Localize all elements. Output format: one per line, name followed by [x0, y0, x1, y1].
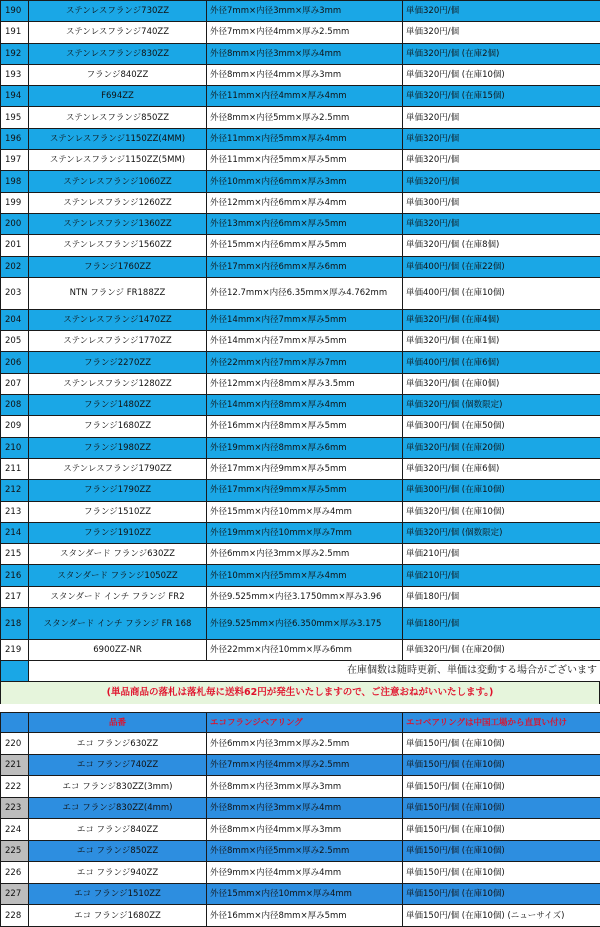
product-spec: 外径7mm×内径3mm×厚み3mm	[207, 1, 403, 22]
row-number: 221	[1, 754, 29, 776]
product-price: 単価320円/個	[403, 213, 600, 234]
row-number: 217	[1, 586, 29, 607]
product-name: ステンレスフランジ1150ZZ(4MM)	[29, 128, 207, 149]
table-row	[1, 819, 600, 841]
product-name: エコ フランジ830ZZ(4mm)	[29, 797, 207, 819]
eco-header-row	[1, 713, 600, 733]
product-spec: 外径8mm×内径3mm×厚み4mm	[207, 43, 403, 64]
row-number: 193	[1, 64, 29, 85]
table-row	[1, 862, 600, 884]
product-name: エコ フランジ850ZZ	[29, 840, 207, 862]
row-number: 192	[1, 43, 29, 64]
product-spec: 外径8mm×内径5mm×厚み2.5mm	[207, 840, 403, 862]
product-name: フランジ1760ZZ	[29, 256, 207, 277]
product-name: ステンレスフランジ1260ZZ	[29, 192, 207, 213]
table-row	[1, 192, 600, 213]
product-spec: 外径11mm×内径4mm×厚み4mm	[207, 86, 403, 107]
product-name: F694ZZ	[29, 86, 207, 107]
table-row	[1, 331, 600, 352]
product-spec: 外径6mm×内径3mm×厚み2.5mm	[207, 733, 403, 755]
row-number: 228	[1, 905, 29, 927]
product-name: ステンレスフランジ1280ZZ	[29, 373, 207, 394]
product-price: 単価320円/個 (在庫2個)	[403, 43, 600, 64]
row-number: 190	[1, 1, 29, 22]
product-name: ステンレスフランジ1150ZZ(5MM)	[29, 150, 207, 171]
table-row	[1, 373, 600, 394]
product-spec: 外径17mm×内径9mm×厚み5mm	[207, 480, 403, 501]
product-price: 単価150円/個 (在庫10個)	[403, 840, 600, 862]
product-price: 単価320円/個 (在庫10個)	[403, 64, 600, 85]
product-price: 単価150円/個 (在庫10個)	[403, 733, 600, 755]
table-row	[1, 640, 600, 661]
row-number: 195	[1, 107, 29, 128]
table-row	[1, 416, 600, 437]
table-row	[1, 501, 600, 522]
row-number: 208	[1, 395, 29, 416]
table-row	[1, 1, 600, 22]
row-number: 212	[1, 480, 29, 501]
product-spec: 外径15mm×内径6mm×厚み5mm	[207, 235, 403, 256]
product-name: エコ フランジ1510ZZ	[29, 883, 207, 905]
product-price: 単価400円/個 (在庫6個)	[403, 352, 600, 373]
shipping-notice: (単品商品の落札は落札毎に送料62円が発生いたしますので、ご注意おねがいいたします。)	[0, 682, 600, 704]
eco-header-spec: エコフランジベアリング	[207, 713, 403, 733]
product-name: 6900ZZ-NR	[29, 640, 207, 661]
product-spec: 外径8mm×内径3mm×厚み4mm	[207, 797, 403, 819]
product-name: エコ フランジ940ZZ	[29, 862, 207, 884]
product-spec: 外径6mm×内径3mm×厚み2.5mm	[207, 544, 403, 565]
product-spec: 外径19mm×内径10mm×厚み7mm	[207, 522, 403, 543]
row-number: 202	[1, 256, 29, 277]
product-spec: 外径15mm×内径10mm×厚み4mm	[207, 883, 403, 905]
product-name: エコ フランジ740ZZ	[29, 754, 207, 776]
stock-note-spacer	[1, 661, 29, 682]
product-name: ステンレスフランジ1360ZZ	[29, 213, 207, 234]
table-row	[1, 565, 600, 586]
eco-header-price: エコベアリングは中国工場から直買い付け	[403, 713, 600, 733]
eco-price-table	[0, 712, 600, 927]
table-row	[1, 64, 600, 85]
product-name: ステンレスフランジ850ZZ	[29, 107, 207, 128]
table-row	[1, 256, 600, 277]
product-price: 単価300円/個	[403, 192, 600, 213]
product-name: フランジ1480ZZ	[29, 395, 207, 416]
table-row	[1, 733, 600, 755]
product-spec: 外径17mm×内径9mm×厚み5mm	[207, 458, 403, 479]
product-spec: 外径10mm×内径5mm×厚み4mm	[207, 565, 403, 586]
row-number: 216	[1, 565, 29, 586]
product-price: 単価320円/個	[403, 150, 600, 171]
row-number: 224	[1, 819, 29, 841]
row-number: 198	[1, 171, 29, 192]
table-row	[1, 235, 600, 256]
product-spec: 外径8mm×内径5mm×厚み2.5mm	[207, 107, 403, 128]
table-row	[1, 480, 600, 501]
row-number: 204	[1, 309, 29, 330]
table-row	[1, 905, 600, 927]
row-number: 196	[1, 128, 29, 149]
row-number: 219	[1, 640, 29, 661]
table-row	[1, 107, 600, 128]
row-number: 215	[1, 544, 29, 565]
product-name: エコ フランジ840ZZ	[29, 819, 207, 841]
product-spec: 外径9mm×内径4mm×厚み4mm	[207, 862, 403, 884]
product-spec: 外径10mm×内径6mm×厚み3mm	[207, 171, 403, 192]
product-price: 単価300円/個 (在庫50個)	[403, 416, 600, 437]
product-name: フランジ840ZZ	[29, 64, 207, 85]
product-spec: 外径12mm×内径8mm×厚み3.5mm	[207, 373, 403, 394]
table-row	[1, 171, 600, 192]
product-price: 単価320円/個 (在庫0個)	[403, 373, 600, 394]
product-price: 単価400円/個 (在庫22個)	[403, 256, 600, 277]
table-row	[1, 128, 600, 149]
row-number: 227	[1, 883, 29, 905]
table-row	[1, 776, 600, 798]
product-spec: 外径11mm×内径5mm×厚み5mm	[207, 150, 403, 171]
product-name: ステンレスフランジ830ZZ	[29, 43, 207, 64]
product-name: エコ フランジ630ZZ	[29, 733, 207, 755]
table-row	[1, 797, 600, 819]
table-row	[1, 43, 600, 64]
product-name: ステンレスフランジ730ZZ	[29, 1, 207, 22]
product-price: 単価400円/個 (在庫10個)	[403, 277, 600, 309]
eco-header-name: 品番	[29, 713, 207, 733]
product-spec: 外径7mm×内径4mm×厚み2.5mm	[207, 754, 403, 776]
row-number: 226	[1, 862, 29, 884]
product-spec: 外径13mm×内径6mm×厚み5mm	[207, 213, 403, 234]
row-number: 191	[1, 22, 29, 43]
product-price: 単価180円/個	[403, 586, 600, 607]
row-number: 220	[1, 733, 29, 755]
product-name: スタンダード インチ フランジ FR2	[29, 586, 207, 607]
product-name: ステンレスフランジ1470ZZ	[29, 309, 207, 330]
table-row	[1, 522, 600, 543]
product-price: 単価320円/個 (在庫1個)	[403, 331, 600, 352]
main-table-body	[1, 1, 600, 661]
product-price: 単価320円/個 (個数限定)	[403, 522, 600, 543]
product-spec: 外径17mm×内径6mm×厚み6mm	[207, 256, 403, 277]
table-row	[1, 86, 600, 107]
table-row	[1, 150, 600, 171]
table-row	[1, 458, 600, 479]
product-spec: 外径22mm×内径7mm×厚み7mm	[207, 352, 403, 373]
table-row	[1, 608, 600, 640]
product-price: 単価150円/個 (在庫10個)	[403, 819, 600, 841]
row-number: 218	[1, 608, 29, 640]
eco-header-no	[1, 713, 29, 733]
row-number: 210	[1, 437, 29, 458]
table-row	[1, 277, 600, 309]
product-spec: 外径11mm×内径5mm×厚み4mm	[207, 128, 403, 149]
table-row	[1, 352, 600, 373]
row-number: 194	[1, 86, 29, 107]
row-number: 209	[1, 416, 29, 437]
row-number: 201	[1, 235, 29, 256]
product-spec: 外径16mm×内径8mm×厚み5mm	[207, 416, 403, 437]
product-spec: 外径8mm×内径4mm×厚み3mm	[207, 64, 403, 85]
product-price: 単価150円/個 (在庫10個)	[403, 776, 600, 798]
table-row	[1, 309, 600, 330]
stock-note: 在庫個数は随時更新、単価は変動する場合がございます	[29, 661, 600, 682]
row-number: 222	[1, 776, 29, 798]
product-price: 単価150円/個 (在庫10個)	[403, 797, 600, 819]
product-name: NTN フランジ FR188ZZ	[29, 277, 207, 309]
row-number: 223	[1, 797, 29, 819]
table-row	[1, 544, 600, 565]
stock-note-row	[1, 661, 600, 682]
row-number: 214	[1, 522, 29, 543]
product-price: 単価320円/個 (在庫8個)	[403, 235, 600, 256]
product-price: 単価320円/個 (個数限定)	[403, 395, 600, 416]
product-price: 単価320円/個	[403, 1, 600, 22]
product-price: 単価150円/個 (在庫10個)	[403, 754, 600, 776]
product-spec: 外径15mm×内径10mm×厚み4mm	[207, 501, 403, 522]
product-price: 単価320円/個	[403, 107, 600, 128]
table-row	[1, 883, 600, 905]
product-spec: 外径16mm×内径8mm×厚み5mm	[207, 905, 403, 927]
product-name: フランジ2270ZZ	[29, 352, 207, 373]
product-name: スタンダード インチ フランジ FR 168	[29, 608, 207, 640]
product-name: エコ フランジ1680ZZ	[29, 905, 207, 927]
product-price: 単価320円/個 (在庫20個)	[403, 640, 600, 661]
product-price: 単価320円/個	[403, 22, 600, 43]
product-price: 単価150円/個 (在庫10個)	[403, 883, 600, 905]
table-row	[1, 213, 600, 234]
product-spec: 外径8mm×内径4mm×厚み3mm	[207, 819, 403, 841]
product-spec: 外径8mm×内径3mm×厚み3mm	[207, 776, 403, 798]
product-price: 単価320円/個 (在庫10個)	[403, 501, 600, 522]
product-name: ステンレスフランジ1560ZZ	[29, 235, 207, 256]
row-number: 197	[1, 150, 29, 171]
product-price: 単価210円/個	[403, 565, 600, 586]
product-spec: 外径12.7mm×内径6.35mm×厚み4.762mm	[207, 277, 403, 309]
product-price: 単価320円/個	[403, 128, 600, 149]
row-number: 203	[1, 277, 29, 309]
table-row	[1, 586, 600, 607]
product-price: 単価150円/個 (在庫10個)	[403, 862, 600, 884]
product-name: ステンレスフランジ1770ZZ	[29, 331, 207, 352]
product-spec: 外径22mm×内径10mm×厚み6mm	[207, 640, 403, 661]
row-number: 207	[1, 373, 29, 394]
product-spec: 外径19mm×内径8mm×厚み6mm	[207, 437, 403, 458]
table-row	[1, 754, 600, 776]
product-name: ステンレスフランジ740ZZ	[29, 22, 207, 43]
product-name: スタンダード フランジ630ZZ	[29, 544, 207, 565]
product-spec: 外径14mm×内径7mm×厚み5mm	[207, 309, 403, 330]
product-price: 単価180円/個	[403, 608, 600, 640]
product-name: エコ フランジ830ZZ(3mm)	[29, 776, 207, 798]
product-spec: 外径14mm×内径7mm×厚み5mm	[207, 331, 403, 352]
product-name: フランジ1680ZZ	[29, 416, 207, 437]
product-name: ステンレスフランジ1060ZZ	[29, 171, 207, 192]
product-spec: 外径14mm×内径8mm×厚み4mm	[207, 395, 403, 416]
product-price: 単価320円/個 (在庫6個)	[403, 458, 600, 479]
product-name: ステンレスフランジ1790ZZ	[29, 458, 207, 479]
row-number: 225	[1, 840, 29, 862]
section-gap	[0, 704, 600, 712]
row-number: 205	[1, 331, 29, 352]
row-number: 199	[1, 192, 29, 213]
product-spec: 外径12mm×内径6mm×厚み4mm	[207, 192, 403, 213]
product-price: 単価150円/個 (在庫10個) (ニューサイズ)	[403, 905, 600, 927]
table-row	[1, 22, 600, 43]
product-spec: 外径9.525mm×内径6.350mm×厚み3.175	[207, 608, 403, 640]
product-price: 単価320円/個 (在庫15個)	[403, 86, 600, 107]
row-number: 200	[1, 213, 29, 234]
product-spec: 外径7mm×内径4mm×厚み2.5mm	[207, 22, 403, 43]
row-number: 206	[1, 352, 29, 373]
product-price: 単価300円/個 (在庫10個)	[403, 480, 600, 501]
row-number: 213	[1, 501, 29, 522]
product-name: フランジ1510ZZ	[29, 501, 207, 522]
table-row	[1, 395, 600, 416]
table-row	[1, 437, 600, 458]
product-spec: 外径9.525mm×内径3.1750mm×厚み3.96	[207, 586, 403, 607]
table-row	[1, 840, 600, 862]
product-name: スタンダード フランジ1050ZZ	[29, 565, 207, 586]
product-name: フランジ1910ZZ	[29, 522, 207, 543]
product-price: 単価320円/個	[403, 171, 600, 192]
product-name: フランジ1790ZZ	[29, 480, 207, 501]
product-price: 単価210円/個	[403, 544, 600, 565]
row-number: 211	[1, 458, 29, 479]
product-name: フランジ1980ZZ	[29, 437, 207, 458]
product-price: 単価320円/個 (在庫4個)	[403, 309, 600, 330]
eco-table-body	[1, 733, 600, 927]
product-price: 単価320円/個 (在庫20個)	[403, 437, 600, 458]
